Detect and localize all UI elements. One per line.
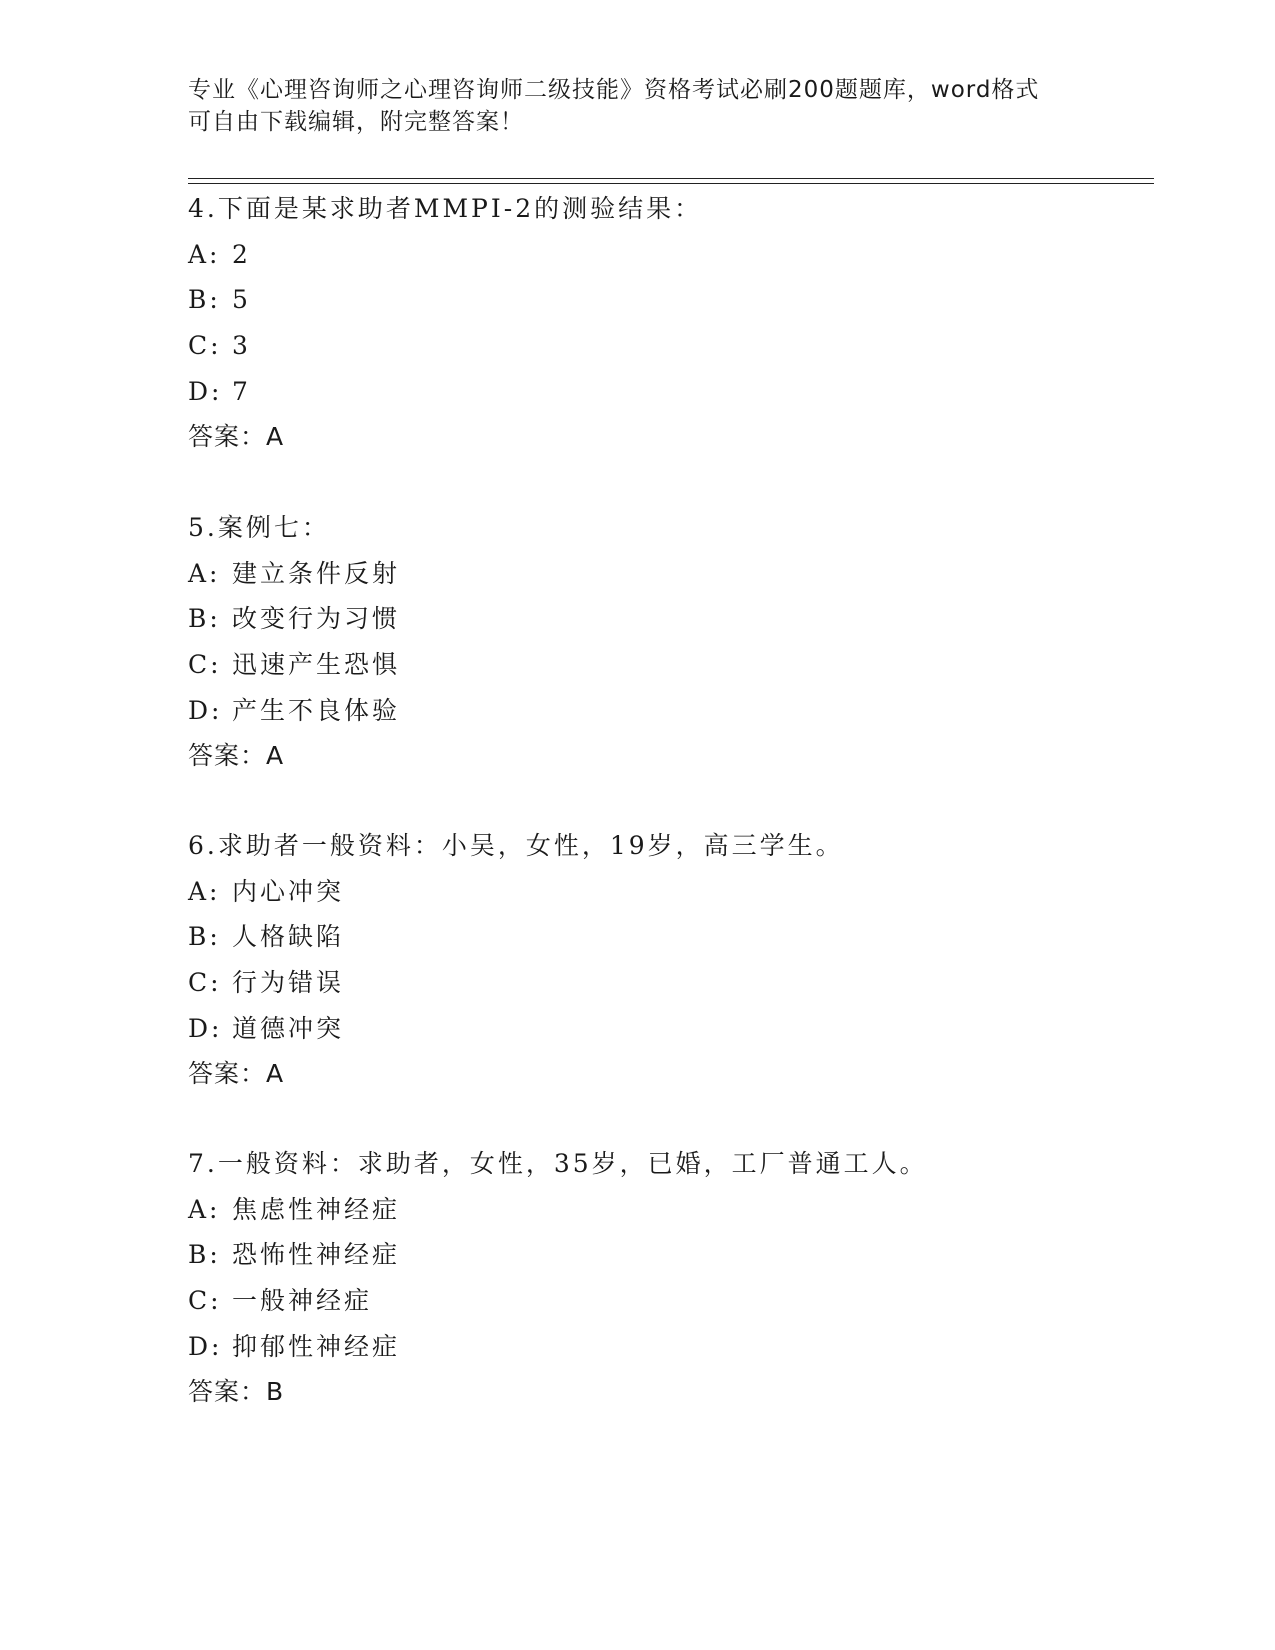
option-b — [188, 1232, 1148, 1278]
answer-line: 答案：B — [188, 1377, 285, 1407]
question-stem: 7.一般资料：求助者，女性，35岁，已婚，工厂普通工人。 — [188, 1149, 928, 1178]
option-text: 2 — [232, 239, 251, 269]
option-label: C: — [188, 968, 222, 998]
option-text: 建立条件反射 — [232, 558, 401, 588]
option-d — [188, 369, 1148, 415]
option-a — [188, 1187, 1148, 1233]
question-stem: 4.下面是某求助者MMPI-2的测验结果： — [188, 194, 703, 223]
question-5 — [188, 505, 1148, 779]
option-label: B: — [188, 285, 221, 315]
question-stem: 5.案例七： — [188, 513, 330, 542]
option-text: 3 — [232, 331, 251, 361]
question-6 — [188, 823, 1148, 1097]
option-d — [188, 688, 1148, 734]
option-b — [188, 277, 1148, 323]
option-c — [188, 642, 1148, 688]
option-text: 产生不良体验 — [232, 695, 401, 725]
option-label: D: — [188, 695, 223, 725]
option-a — [188, 551, 1148, 597]
option-label: A: — [188, 558, 221, 588]
question-stem: 6.求助者一般资料：小吴，女性，19岁，高三学生。 — [188, 831, 844, 860]
option-text: 改变行为习惯 — [232, 604, 401, 634]
option-label: A: — [188, 1194, 221, 1224]
option-text: 7 — [232, 376, 251, 406]
option-text: 道德冲突 — [232, 1013, 345, 1043]
option-label: C: — [188, 331, 222, 361]
option-label: D: — [188, 1013, 223, 1043]
option-text: 一般神经症 — [232, 1286, 373, 1316]
document-header — [188, 74, 1088, 138]
option-label: B: — [188, 1240, 221, 1270]
option-a — [188, 232, 1148, 278]
option-text: 行为错误 — [232, 968, 345, 998]
option-label: B: — [188, 922, 221, 952]
option-label: C: — [188, 1286, 222, 1316]
header-divider-top — [188, 178, 1154, 179]
option-text: 5 — [232, 285, 251, 315]
option-label: B: — [188, 604, 221, 634]
option-label: D: — [188, 376, 223, 406]
header-divider-bottom — [188, 183, 1154, 184]
option-c — [188, 960, 1148, 1006]
answer-line: 答案：A — [188, 422, 285, 452]
answer-line: 答案：A — [188, 741, 285, 771]
option-text: 迅速产生恐惧 — [232, 650, 401, 680]
option-label: A: — [188, 239, 221, 269]
option-c — [188, 1278, 1148, 1324]
option-a — [188, 869, 1148, 915]
option-c — [188, 323, 1148, 369]
question-7 — [188, 1141, 1148, 1415]
option-label: A: — [188, 876, 221, 906]
header-line-2: 可自由下载编辑，附完整答案！ — [188, 109, 524, 135]
option-d — [188, 1006, 1148, 1052]
option-text: 人格缺陷 — [232, 922, 345, 952]
option-text: 恐怖性神经症 — [232, 1240, 401, 1270]
option-text: 内心冲突 — [232, 876, 345, 906]
question-4 — [188, 186, 1148, 460]
option-text: 抑郁性神经症 — [232, 1331, 401, 1361]
option-label: D: — [188, 1331, 223, 1361]
header-line-1: 专业《心理咨询师之心理咨询师二级技能》资格考试必刷200题题库，word格式 — [188, 77, 1040, 103]
option-text: 焦虑性神经症 — [232, 1194, 401, 1224]
answer-line: 答案：A — [188, 1059, 285, 1089]
option-b — [188, 596, 1148, 642]
option-d — [188, 1324, 1148, 1370]
option-label: C: — [188, 650, 222, 680]
option-b — [188, 914, 1148, 960]
